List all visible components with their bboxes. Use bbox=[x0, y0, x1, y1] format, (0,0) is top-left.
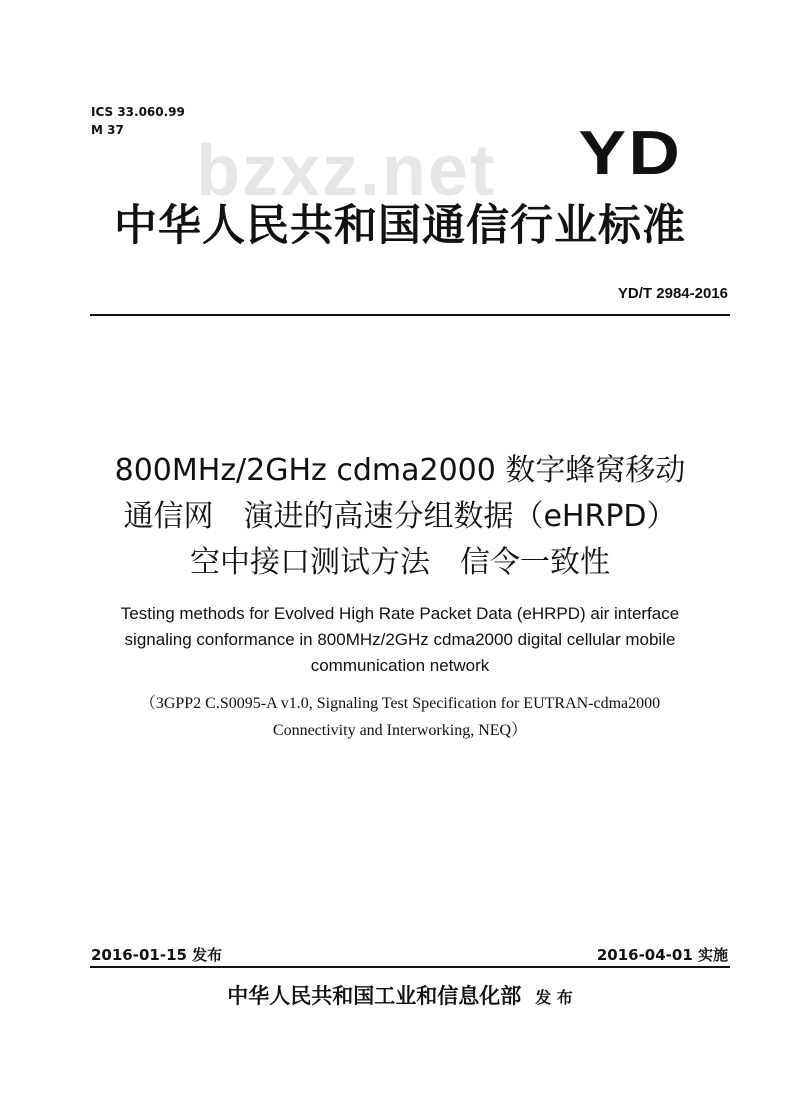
top-divider bbox=[90, 314, 730, 316]
watermark: bzxz.net bbox=[196, 131, 497, 211]
issuer bbox=[0, 980, 800, 1010]
english-title-line: signaling conformance in 800MHz/2GHz cdma2000 digital cellular mobile bbox=[124, 630, 676, 649]
yd-logo: YD bbox=[578, 119, 682, 188]
english-title-line: Testing methods for Evolved High Rate Packet Data (eHRPD) air interface bbox=[120, 604, 680, 623]
issuer-name: 中华人民共和国工业和信息化部 bbox=[227, 984, 522, 1008]
org-title: 中华人民共和国通信行业标准 bbox=[114, 201, 686, 251]
issuer-suffix: 发 布 bbox=[535, 988, 573, 1007]
chinese-title bbox=[0, 448, 800, 586]
english-title bbox=[0, 601, 800, 679]
classification-codes bbox=[91, 103, 185, 139]
implement-date: 2016-04-01 实施 bbox=[596, 946, 728, 964]
release-date: 2016-01-15 发布 bbox=[91, 946, 223, 964]
chinese-title-line: 800MHz/2GHz cdma2000 数字蜂窝移动 bbox=[114, 453, 686, 488]
reference-line: （3GPP2 C.S0095-A v1.0, Signaling Test Specification for EUTRAN-cdma2000 bbox=[139, 695, 661, 712]
chinese-title-line: 空中接口测试方法 信令一致性 bbox=[190, 545, 610, 580]
reference-standard bbox=[0, 690, 800, 744]
standard-number: YD/T 2984-2016 bbox=[617, 285, 728, 302]
english-title-line: communication network bbox=[310, 656, 490, 675]
bottom-divider bbox=[90, 966, 730, 968]
chinese-title-line: 通信网 演进的高速分组数据（eHRPD） bbox=[123, 499, 677, 534]
ccs-code: M 37 bbox=[91, 123, 124, 137]
ics-code: ICS 33.060.99 bbox=[91, 105, 185, 119]
reference-line: Connectivity and Interworking, NEQ） bbox=[272, 722, 528, 739]
